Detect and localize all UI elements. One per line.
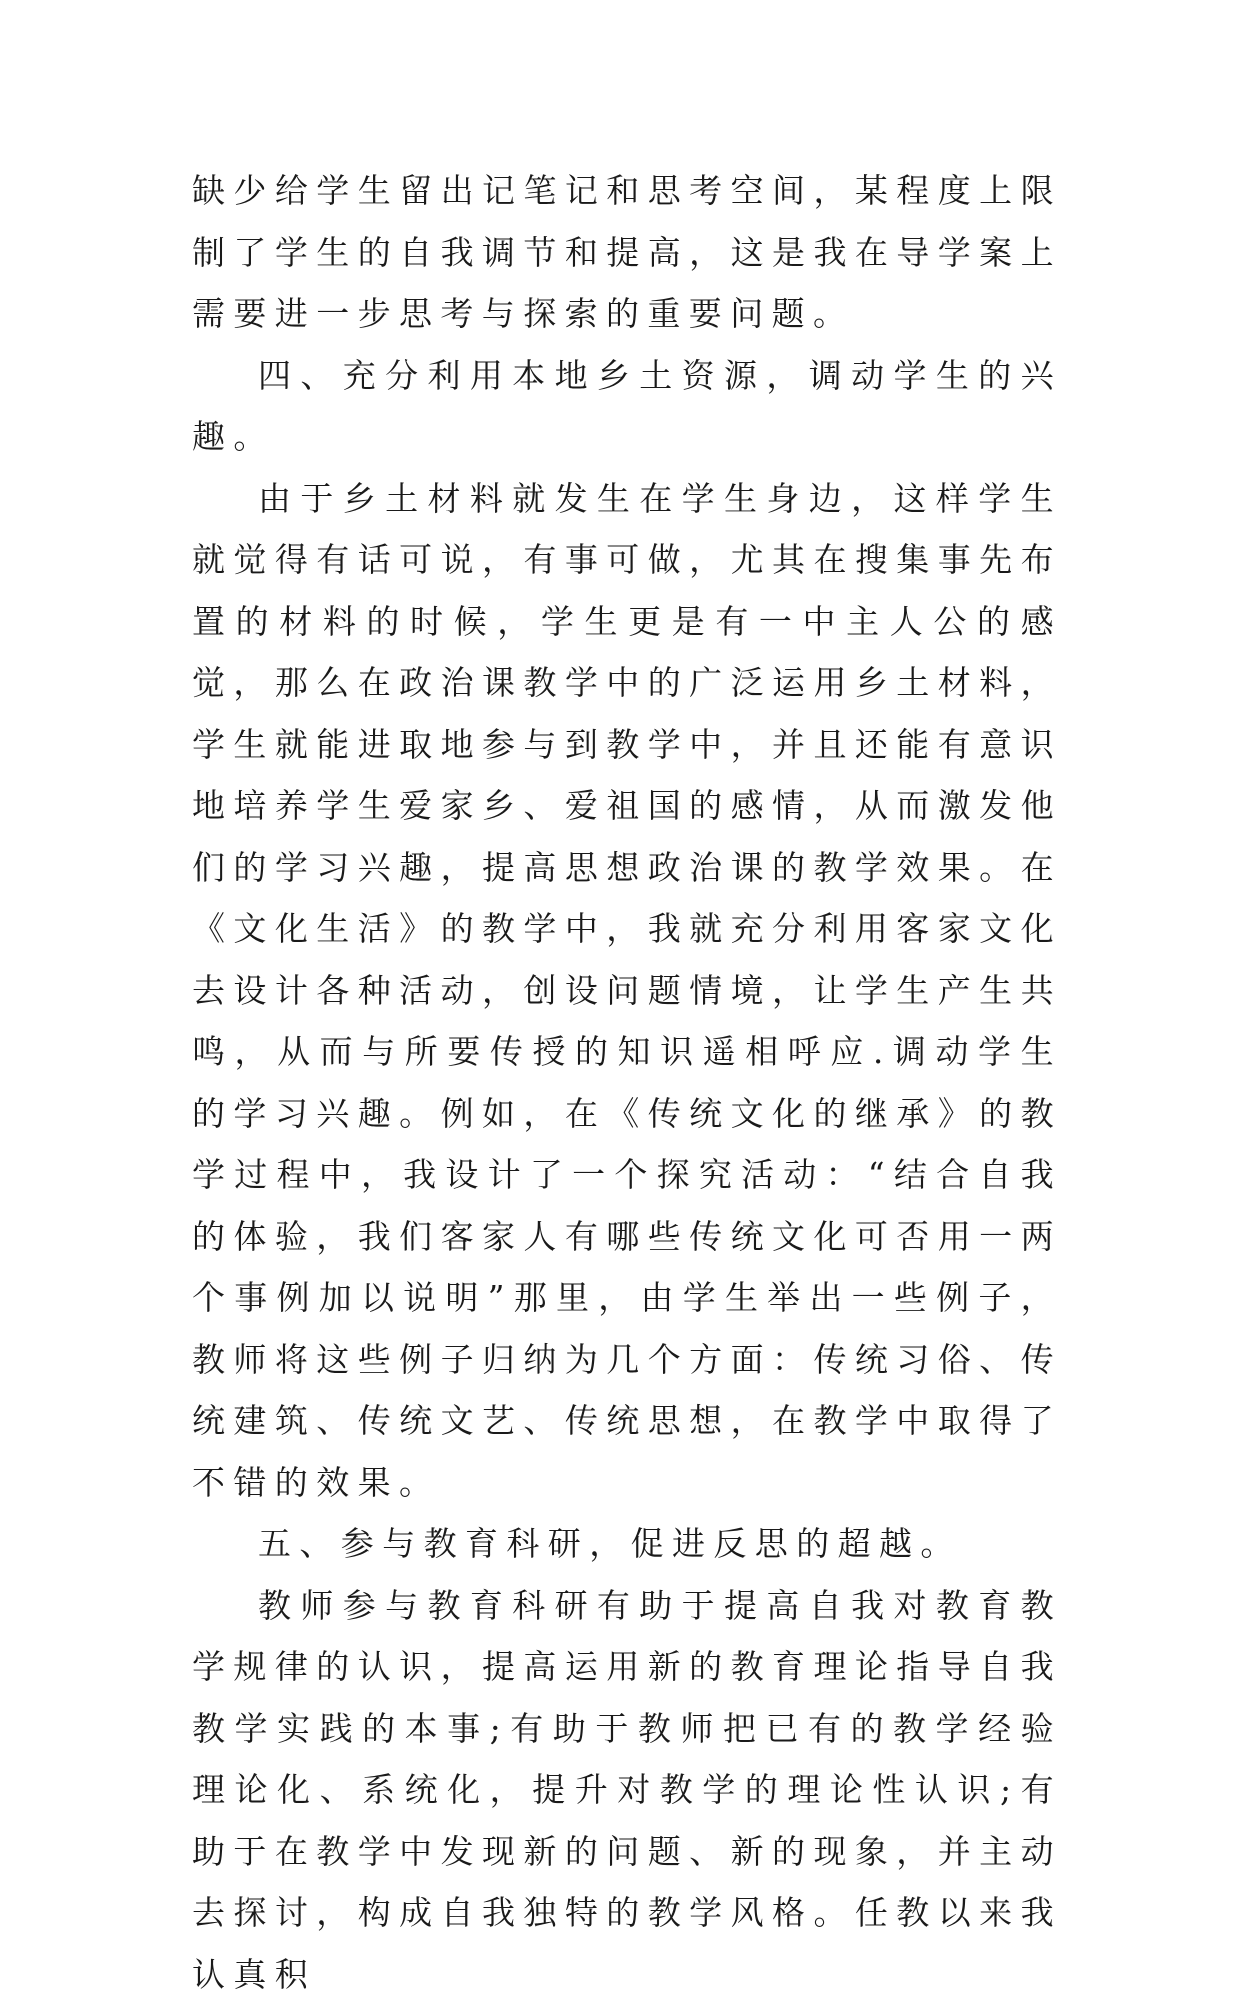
paragraph-research: 教师参与教育科研有助于提高自我对教育教学规律的认识，提高运用新的教育理论指导自我教学实践的本事;有助于教师把已有的教学经验理论化、系统化，提升对教学的理论性认识;有助于在教学中发现新的问题、新的现象，并主动去探讨，构成自我独特的教学风格。任教以来我认真积: [192, 1575, 1062, 2005]
section-heading-five: 五、参与教育科研，促进反思的超越。: [192, 1513, 1062, 1575]
section-heading-four: 四、充分利用本地乡土资源，调动学生的兴趣。: [192, 345, 1062, 468]
paragraph-continuation: 缺少给学生留出记笔记和思考空间，某程度上限制了学生的自我调节和提高，这是我在导学案上需要进一步思考与探索的重要问题。: [192, 160, 1062, 345]
paragraph-local-resources: 由于乡土材料就发生在学生身边，这样学生就觉得有话可说，有事可做，尤其在搜集事先布置的材料的时候，学生更是有一中主人公的感觉，那么在政治课教学中的广泛运用乡土材料，学生就能进取地参与到教学中，并且还能有意识地培养学生爱家乡、爱祖国的感情，从而激发他们的学习兴趣，提高思想政治课的教学效果。在《文化生活》的教学中，我就充分利用客家文化去设计各种活动，创设问题情境，让学生产生共鸣，从而与所要传授的知识遥相呼应.调动学生的学习兴趣。例如，在《传统文化的继承》的教学过程中，我设计了一个探究活动：“结合自我的体验，我们客家人有哪些传统文化可否用一两个事例加以说明”那里，由学生举出一些例子，教师将这些例子归纳为几个方面：传统习俗、传统建筑、传统文艺、传统思想，在教学中取得了不错的效果。: [192, 468, 1062, 1514]
document-body: [192, 160, 1062, 2005]
